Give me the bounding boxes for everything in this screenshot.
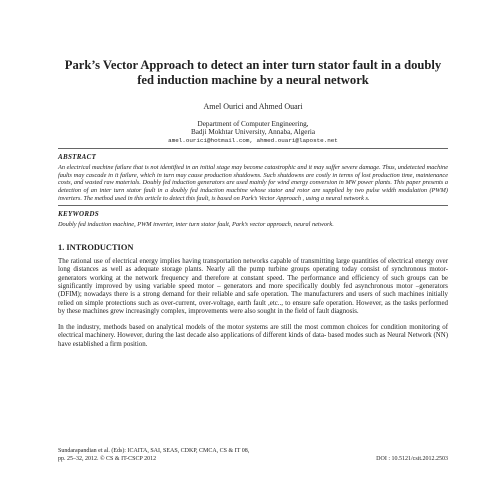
- footer-pages: pp. 25–32, 2012. © CS & IT-CSCP 2012: [58, 455, 157, 462]
- divider: [58, 205, 448, 206]
- section-heading-introduction: 1. INTRODUCTION: [58, 243, 134, 253]
- footer-row: [58, 456, 448, 464]
- keywords-text: Doubly fed induction machine, PWM inverter, inter turn stator fault, Park’s vector approach, neural network.: [58, 221, 334, 229]
- intro-paragraph-1: The rational use of electrical energy implies having transportation networks capable of transmitting large quantities of electrical energy over long distances as well as adequate storage plants. Nearly all the pump turbine groups operating today consist of synchronous motor-generators working at the network frequency and therefore at constant speed. The performance and efficiency of such groups can be significantly improved by using variable speed motor – generators and more specifically doubly fed asynchronous motor –generators (DFIM); nowadays there is a strong demand for their reliable and safe operation. The manufacturers and users of such machines initially relied on simple protections such as over-current, over-voltage, earth fault ,etc.., to ensure safe operation. However, as the tasks performed by these machines grew increasingly complex, improvements were also sought in the field of fault diagnosis.: [58, 258, 448, 315]
- page-footer: [58, 448, 448, 463]
- keywords-heading: KEYWORDS: [58, 210, 99, 219]
- author-emails: amel.ourici@hotmail.com, ahmed.ouari@laposte.net: [168, 136, 338, 144]
- intro-paragraph-2: In the industry, methods based on analytical models of the motor systems are still the most common choices for condition monitoring of electrical machinery. However, during the last decade also applications of different kinds of data- based modes such as Neural Network (NN) have established a firm position.: [58, 324, 448, 348]
- affiliation-department: Department of Computer Engineering,: [197, 120, 309, 128]
- divider: [58, 148, 448, 149]
- abstract-text: An electrical machine failure that is not identified in an initial stage may become catastrophic and it may suffer severe damage. Thus, undetected machine faults may cascade in it failure, which in turn may cause production shutdowns. Such shutdowns are costly in terms of lost production time, maintenance costs, and wasted raw materials. Doubly fed induction generators are used mainly for wind energy conversion in MW power plants. This paper presents a detection of an inter turn stator fault in a doubly fed induction machine whose stator and rotor are supplied by two pulse width modulation (PWM) inverters. The method used in this article to detect this fault, is based on Park’s Vector Approach , using a neural network s.: [58, 163, 448, 202]
- paper-title: Park’s Vector Approach to detect an inter turn stator fault in a doubly fed induction machine by a neural network: [64, 58, 442, 87]
- paper-page: [58, 58, 448, 357]
- footer-citation: Sundarapandian et al. (Eds): ICAITA, SAI, SEAS, CDKP, CMCA, CS & IT 08,: [58, 448, 250, 454]
- author-names: Amel Ourici and Ahmed Ouari: [203, 102, 303, 111]
- affiliation-university: Badji Mokhtar University, Annaba, Algeria: [190, 128, 316, 137]
- footer-doi: DOI : 10.5121/csit.2012.2503: [376, 455, 448, 462]
- abstract-heading: ABSTRACT: [58, 152, 97, 161]
